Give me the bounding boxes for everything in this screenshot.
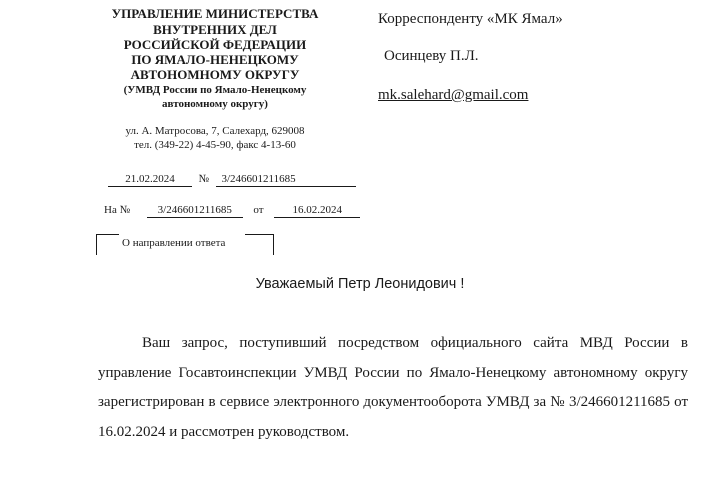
letter-body xyxy=(98,329,688,447)
org-name-line-3: РОССИЙСКОЙ ФЕДЕРАЦИИ xyxy=(123,37,307,52)
registration-line xyxy=(108,172,356,187)
org-phone: тел. (349-22) 4-45-90, факс 4-13-60 xyxy=(134,139,296,151)
org-short-name-line-2: автономному округу) xyxy=(162,98,268,110)
reference-from-label: от xyxy=(253,204,264,216)
registration-number-label: № xyxy=(198,173,209,185)
reference-number: 3/246601211685 xyxy=(147,203,243,218)
recipient-organization: Корреспонденту «МК Ямал» xyxy=(378,11,563,27)
subject-text: О направлении ответа xyxy=(122,237,226,249)
subject-bracket-right xyxy=(245,234,274,255)
letter-paragraph: Ваш запрос, поступивший посредством официального сайта МВД России в управление Госавтоинспекции УМВД России по Ямало-Ненецкому автономному округу зарегистрирован в сервисе электронного документооборота УМВД за № 3/246601211685 от 16.02.2024 и рассмотрен руководством. xyxy=(98,335,688,440)
org-name-line-1: УПРАВЛЕНИЕ МИНИСТЕРСТВА xyxy=(111,6,319,21)
reference-label: На № xyxy=(104,204,131,216)
recipient-name: Осинцеву П.Л. xyxy=(384,48,479,64)
recipient-email-link[interactable]: mk.salehard@gmail.com xyxy=(378,87,529,103)
org-short-name-line-1: (УМВД России по Ямало-Ненецкому xyxy=(123,84,307,96)
registration-date: 21.02.2024 xyxy=(108,172,192,187)
reference-line xyxy=(104,203,360,218)
org-address: ул. А. Матросова, 7, Салехард, 629008 xyxy=(125,125,305,137)
org-name-line-4: ПО ЯМАЛО-НЕНЕЦКОМУ xyxy=(131,52,299,67)
subject-block xyxy=(96,234,274,256)
letter-greeting: Уважаемый Петр Леонидович ! xyxy=(255,276,465,292)
subject-bracket-left xyxy=(96,234,119,255)
reference-date: 16.02.2024 xyxy=(274,203,360,218)
org-name-line-2: ВНУТРЕННИХ ДЕЛ xyxy=(153,22,277,37)
org-name-line-5: АВТОНОМНОМУ ОКРУГУ xyxy=(130,67,300,82)
registration-number: 3/246601211685 xyxy=(216,172,356,187)
